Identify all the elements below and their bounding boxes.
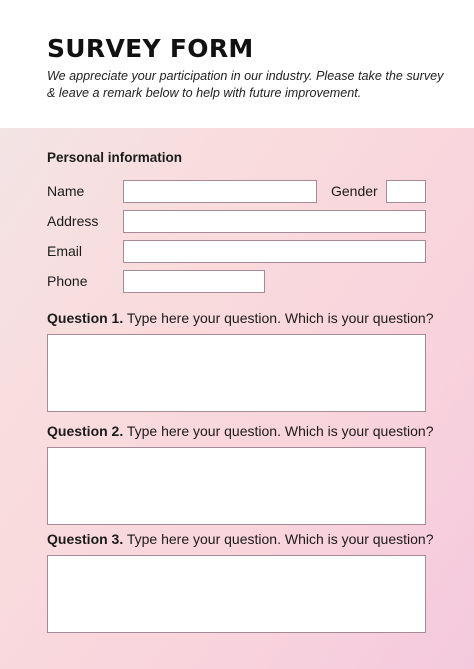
phone-field[interactable] — [123, 270, 265, 293]
email-field[interactable] — [123, 240, 426, 263]
name-label: Name — [47, 183, 85, 199]
page-title: SURVEY FORM — [47, 34, 254, 63]
section-title: Personal information — [47, 150, 183, 165]
question-2 — [47, 423, 433, 439]
phone-label: Phone — [47, 273, 88, 289]
question-1-text: Type here your question. Which is your question? — [123, 310, 434, 326]
question-2-number: Question 2. — [47, 423, 124, 439]
question-1 — [47, 310, 433, 326]
question-3-number: Question 3. — [47, 531, 124, 547]
address-label: Address — [47, 213, 99, 229]
question-3-answer[interactable] — [47, 555, 426, 633]
question-2-text: Type here your question. Which is your question? — [123, 423, 434, 439]
question-2-answer[interactable] — [47, 447, 426, 525]
gender-label: Gender — [331, 183, 378, 199]
gender-field[interactable] — [386, 180, 426, 203]
question-1-answer[interactable] — [47, 334, 426, 412]
name-field[interactable] — [123, 180, 317, 203]
question-3 — [47, 531, 433, 547]
header — [0, 0, 474, 128]
email-label: Email — [47, 243, 83, 259]
question-1-number: Question 1. — [47, 310, 124, 326]
address-field[interactable] — [123, 210, 426, 233]
intro-text: We appreciate your participation in our industry. Please take the survey & leave a remark below to help with future improvement. — [47, 69, 444, 100]
question-3-text: Type here your question. Which is your question? — [123, 531, 434, 547]
